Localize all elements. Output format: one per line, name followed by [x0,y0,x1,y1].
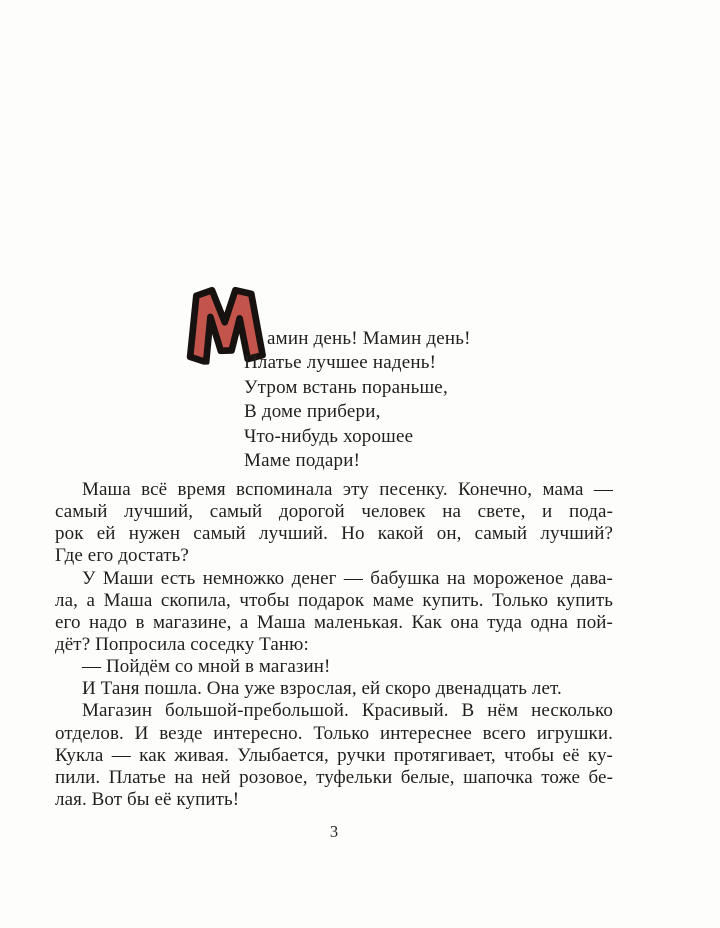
body-text-line: Маша всё время вспоминала эту песенку. Конечно, мама — [82,479,613,500]
body-text-line: И Таня пошла. Она уже взрослая, ей скоро двенадцать лет. [82,678,562,700]
body-text-line: ла, а Маша скопила, чтобы подарок маме купить. Только купить [55,589,613,611]
poem-line: Что-нибудь хорошее [244,425,414,447]
body-text-line: Кукла — как живая. Улыбается, ручки протягивает, чтобы её ку- [55,744,613,766]
poem-line: Платье лучшее надень! [244,352,437,374]
body-text-line: рок ей нужен самый лучший. Но какой он, самый лучший? [55,523,613,545]
poem-line: В доме прибери, [244,401,381,423]
body-text-line: пили. Платье на ней розовое, туфельки белые, шапочка тоже бе- [55,766,613,788]
poem-line: Маме подари! [244,450,361,472]
body-text-line: Магазин большой-пребольшой. Красивый. В нём несколько [82,700,613,722]
body-text-line-dialogue: — Пойдём со мной в магазин! [82,656,331,678]
body-text-line: его надо в магазине, а Маша маленькая. Как она туда одна пой- [55,611,613,633]
poem [244,327,544,473]
page-number: 3 [329,822,339,841]
body-text-line: самый лучший, самый дорогой человек на свете, и пода- [55,501,613,523]
body-text-line: дёт? Попросила соседку Таню: [55,633,309,655]
story-text [55,479,613,811]
body-text-line: лая. Вот бы её купить! [55,788,240,810]
poem-line: Утром встань пораньше, [244,376,448,398]
poem-line: амин день! Мамин день! [267,328,471,349]
body-text-line: отделов. И везде интересно. Только интереснее всего игрушки. [55,722,613,744]
body-text-line: Где его достать? [55,545,189,567]
body-text-line: У Маши есть немножко денег — бабушка на мороженое дава- [82,567,613,589]
